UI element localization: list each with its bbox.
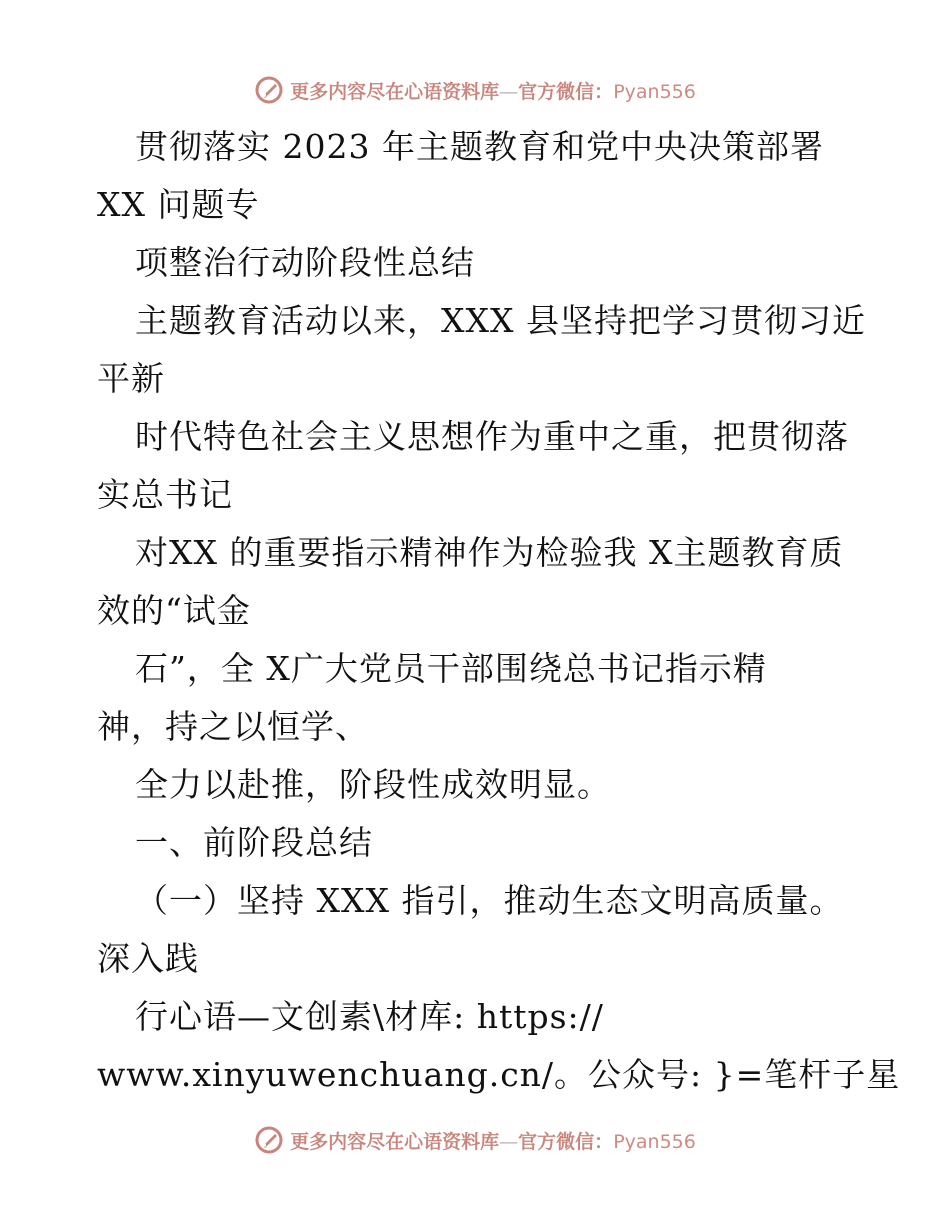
document-body bbox=[97, 118, 901, 1104]
text-line: 石”，全 X广大党员干部围绕总书记指示精 bbox=[135, 649, 767, 688]
text-line: www.xinyuwenchuang.cn/。公众号: }=笔杆子星 bbox=[97, 1055, 901, 1094]
text-line: 全力以赴推，阶段性成效明显。 bbox=[135, 765, 611, 804]
text-line: XX 问题专 bbox=[97, 185, 260, 224]
text-line: 行心语—文创素\材库: https:// bbox=[135, 997, 604, 1036]
pen-logo-icon bbox=[254, 75, 284, 105]
footer-watermark bbox=[0, 1120, 950, 1160]
watermark-text: 更多内容尽在心语资料库—官方微信：Pyan556 bbox=[290, 1130, 696, 1153]
text-line: 神，持之以恒学、 bbox=[97, 707, 369, 746]
watermark-text: 更多内容尽在心语资料库—官方微信：Pyan556 bbox=[290, 80, 696, 103]
pen-logo-icon bbox=[254, 1125, 284, 1155]
text-line: 时代特色社会主义思想作为重中之重，把贯彻落 bbox=[135, 417, 849, 456]
text-line: 实总书记 bbox=[97, 475, 233, 514]
section-heading: 一、前阶段总结 bbox=[135, 823, 373, 862]
text-line: 深入践 bbox=[97, 939, 199, 978]
text-line: 平新 bbox=[97, 359, 165, 398]
text-line: 对XX 的重要指示精神作为检验我 X主题教育质 bbox=[135, 533, 844, 572]
text-line: 贯彻落实 2023 年主题教育和党中央决策部署 bbox=[135, 127, 824, 166]
subsection-heading: （一）坚持 XXX 指引，推动生态文明高质量。 bbox=[135, 881, 844, 920]
text-line: 效的“试金 bbox=[97, 591, 251, 630]
text-line: 项整治行动阶段性总结 bbox=[135, 243, 475, 282]
text-line: 主题教育活动以来，XXX 县坚持把学习贯彻习近 bbox=[135, 301, 866, 340]
header-watermark bbox=[0, 70, 950, 110]
